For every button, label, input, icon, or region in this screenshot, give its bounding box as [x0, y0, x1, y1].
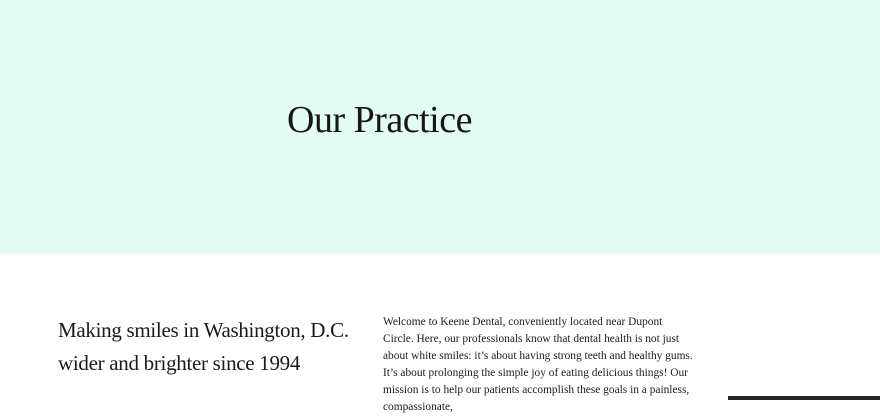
dark-panel-edge [728, 396, 880, 400]
practice-intro-section [0, 254, 880, 413]
practice-tagline: Making smiles in Washington, D.C. wider and brighter since 1994 [58, 318, 349, 375]
page-title: Our Practice [287, 99, 472, 141]
practice-description: Welcome to Keene Dental, conveniently located near Dupont Circle. Here, our professionals know that dental health is not just about white smiles: it’s about having strong teeth and healthy gums. It’s about prolonging the simple joy of eating delicious things! Our mission is to help our patients accomplish these goals in a painless, compassionate, [383, 316, 693, 413]
